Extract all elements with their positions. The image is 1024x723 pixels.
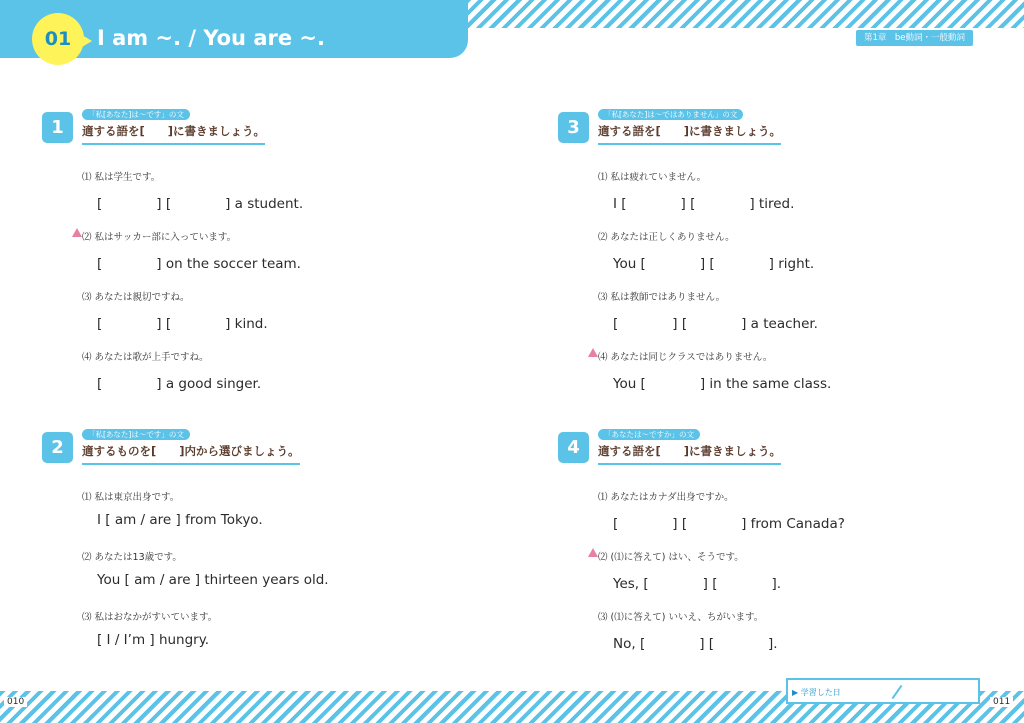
lesson-number-badge: 01: [32, 13, 84, 65]
answer-blank-line[interactable]: You [ ] in the same class.: [613, 376, 832, 392]
question-label: ⑴: [82, 172, 92, 183]
question-item: [598, 609, 978, 652]
section-number: 3: [558, 112, 589, 143]
lesson-title: I am ~. / You are ~.: [97, 26, 325, 50]
answer-blank-line[interactable]: You [ ] [ ] right.: [613, 256, 815, 272]
answer-choice-line[interactable]: You [ am / are ] thirteen years old.: [97, 572, 329, 588]
section-tag: 「私[あなた]は～です」の文: [82, 109, 190, 120]
question-japanese: 私はおなかがすいています。: [94, 612, 218, 623]
question-japanese: あなたは13歳です。: [94, 552, 182, 563]
warning-icon: [588, 548, 598, 557]
section-instruction: 適する語を[ ]に書きましょう。: [82, 123, 265, 145]
question-item: [598, 349, 978, 392]
section-instruction: 適する語を[ ]に書きましょう。: [598, 123, 781, 145]
question-label: ⑵: [82, 232, 92, 243]
question-japanese: (⑴に答えて) いいえ、ちがいます。: [610, 612, 764, 623]
question-item: [82, 349, 462, 392]
page-number-right: 011: [990, 697, 1013, 707]
question-item: [598, 489, 978, 532]
study-date-label: ▶ 学習した日: [792, 688, 841, 697]
question-japanese: 私は東京出身です。: [94, 492, 180, 503]
question-item: [82, 229, 462, 272]
page-number-left: 010: [4, 697, 27, 707]
question-label: ⑵: [598, 552, 608, 563]
section-number: 2: [42, 432, 73, 463]
question-japanese: あなたは親切ですね。: [94, 292, 190, 303]
answer-choice-line[interactable]: [ I / I’m ] hungry.: [97, 632, 210, 648]
answer-choice-line[interactable]: I [ am / are ] from Tokyo.: [97, 512, 263, 528]
study-date-box[interactable]: [786, 678, 980, 704]
section-number: 4: [558, 432, 589, 463]
question-label: ⑴: [82, 492, 92, 503]
chapter-tag: 第1章 be動詞・一般動詞: [856, 30, 973, 46]
question-japanese: 私は教師ではありません。: [610, 292, 726, 303]
date-slash-divider: [892, 685, 903, 699]
question-item: [598, 169, 978, 212]
question-label: ⑴: [598, 172, 608, 183]
section-instruction: 適するものを[ ]内から選びましょう。: [82, 443, 300, 465]
question-label: ⑶: [82, 292, 92, 303]
answer-blank-line[interactable]: [ ] on the soccer team.: [97, 256, 301, 272]
warning-icon: [72, 228, 82, 237]
question-japanese: あなたはカナダ出身ですか。: [610, 492, 734, 503]
question-item: [598, 229, 978, 272]
section-number: 1: [42, 112, 73, 143]
question-item: [82, 289, 462, 332]
answer-blank-line[interactable]: I [ ] [ ] tired.: [613, 196, 795, 212]
question-item: [82, 169, 462, 212]
question-label: ⑶: [598, 612, 608, 623]
question-label: ⑶: [598, 292, 608, 303]
answer-blank-line[interactable]: [ ] a good singer.: [97, 376, 262, 392]
answer-blank-line[interactable]: [ ] [ ] a teacher.: [613, 316, 818, 332]
question-japanese: 私は学生です。: [94, 172, 161, 183]
question-japanese: あなたは同じクラスではありません。: [610, 352, 773, 363]
answer-blank-line[interactable]: Yes, [ ] [ ].: [613, 576, 782, 592]
question-label: ⑴: [598, 492, 608, 503]
question-label: ⑵: [82, 552, 92, 563]
answer-blank-line[interactable]: [ ] [ ] a student.: [97, 196, 304, 212]
answer-blank-line[interactable]: No, [ ] [ ].: [613, 636, 778, 652]
question-item: [82, 549, 462, 588]
question-item: [82, 609, 462, 648]
question-label: ⑵: [598, 232, 608, 243]
top-stripe-decoration: [440, 0, 1024, 28]
section-tag: 「私[あなた]は～です」の文: [82, 429, 190, 440]
warning-icon: [588, 348, 598, 357]
section-tag: 「あなたは～ですか」の文: [598, 429, 700, 440]
answer-blank-line[interactable]: [ ] [ ] from Canada?: [613, 516, 845, 532]
question-japanese: (⑴に答えて) はい、そうです。: [610, 552, 744, 563]
question-label: ⑷: [82, 352, 92, 363]
question-item: [598, 289, 978, 332]
question-item: [598, 549, 978, 592]
section-tag: 「私[あなた]は～ではありません」の文: [598, 109, 743, 120]
question-japanese: あなたは正しくありません。: [610, 232, 735, 243]
question-item: [82, 489, 462, 528]
question-label: ⑶: [82, 612, 92, 623]
section-instruction: 適する語を[ ]に書きましょう。: [598, 443, 781, 465]
question-japanese: 私は疲れていません。: [610, 172, 707, 183]
question-label: ⑷: [598, 352, 608, 363]
question-japanese: 私はサッカー部に入っています。: [94, 232, 237, 243]
answer-blank-line[interactable]: [ ] [ ] kind.: [97, 316, 268, 332]
lesson-banner: [0, 0, 468, 58]
question-japanese: あなたは歌が上手ですね。: [94, 352, 209, 363]
